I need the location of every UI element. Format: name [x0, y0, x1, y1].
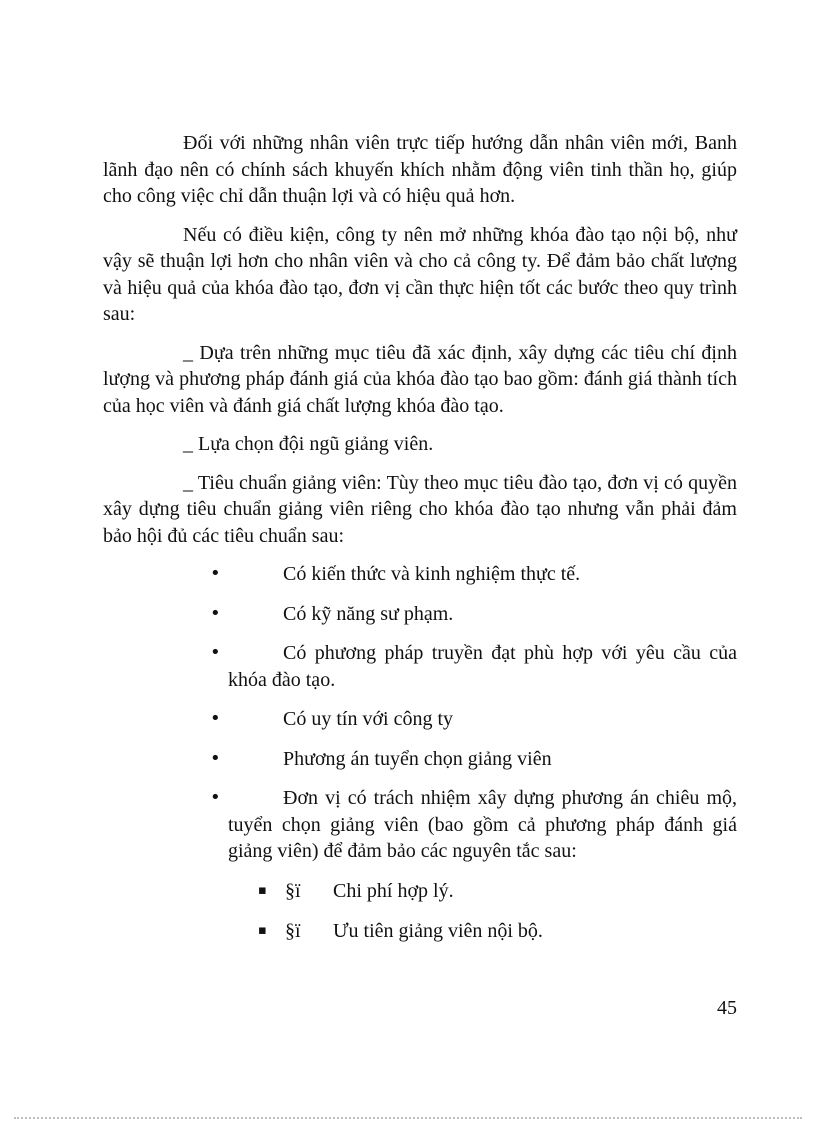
paragraph: _ Lựa chọn đội ngũ giảng viên. [183, 433, 434, 455]
sub-bullet-text: Chi phí hợp lý. [333, 879, 454, 902]
page-break-dotted-divider [14, 1117, 802, 1119]
bullet-dot-icon: • [210, 787, 221, 808]
bullet-dot-icon: • [210, 747, 221, 769]
sub-list-item [103, 918, 737, 945]
list-item [103, 706, 737, 733]
sub-list-item [103, 878, 737, 905]
square-bullet-icon: ▪ [258, 923, 267, 938]
paragraph: Nếu có điều kiện, công ty nên mở những khóa đào tạo nội bộ, như vậy sẽ thuận lợi hơn cho nhân viên và cho cả công ty. Để đảm bảo chất lượng và hiệu quả của khóa đào tạo, đơn vị cần thực hiện tốt các bước theo quy trình sau: [103, 223, 737, 325]
list-item [103, 785, 737, 865]
bullet-dot-icon: • [210, 708, 221, 729]
list-item [103, 561, 737, 588]
sub-bullet-prefix: §ï [285, 920, 301, 942]
square-bullet-icon: ▪ [258, 882, 267, 898]
bullet-text: Đơn vị có trách nhiệm xây dựng phương án chiêu mộ, tuyển chọn giảng viên (bao gồm cả phương pháp đánh giá giảng viên) để đảm bảo các nguyên tắc sau: [228, 787, 737, 862]
sub-bullet-prefix: §ï [285, 879, 301, 902]
paragraph: _ Dựa trên những mục tiêu đã xác định, xây dựng các tiêu chí định lượng và phương pháp đánh giá của khóa đào tạo bao gồm: đánh giá thành tích của học viên và đánh giá chất lượng khóa đào tạo. [103, 341, 737, 417]
paragraph: _ Tiêu chuẩn giảng viên: Tùy theo mục tiêu đào tạo, đơn vị có quyền xây dựng tiêu chuẩn giảng viên riêng cho khóa đào tạo nhưng vẫn phải đảm bảo hội đủ các tiêu chuẩn sau: [103, 471, 737, 547]
list-item [103, 746, 737, 773]
page-number: 45 [717, 997, 737, 1019]
bullet-text: Có kỹ năng sư phạm. [283, 602, 454, 625]
text-block [103, 130, 737, 959]
bullet-text: Có phương pháp truyền đạt phù hợp với yêu cầu của khóa đào tạo. [228, 642, 737, 691]
paragraph: Đối với những nhân viên trực tiếp hướng dẫn nhân viên mới, Banh lãnh đạo nên có chính sách khuyến khích nhằm động viên tinh thần họ, giúp cho công việc chỉ dẫn thuận lợi và có hiệu quả hơn. [103, 132, 737, 207]
bullet-text: Có uy tín với công ty [283, 708, 454, 730]
sub-bullet-text: Ưu tiên giảng viên nội bộ. [333, 920, 543, 942]
bullet-dot-icon: • [210, 602, 221, 624]
bullet-text: Phương án tuyển chọn giảng viên [283, 747, 552, 770]
list-item [103, 640, 737, 693]
bullet-dot-icon: • [210, 642, 221, 663]
list-item [103, 601, 737, 628]
bullet-dot-icon: • [210, 563, 221, 584]
bullet-text: Có kiến thức và kinh nghiệm thực tế. [283, 563, 581, 585]
